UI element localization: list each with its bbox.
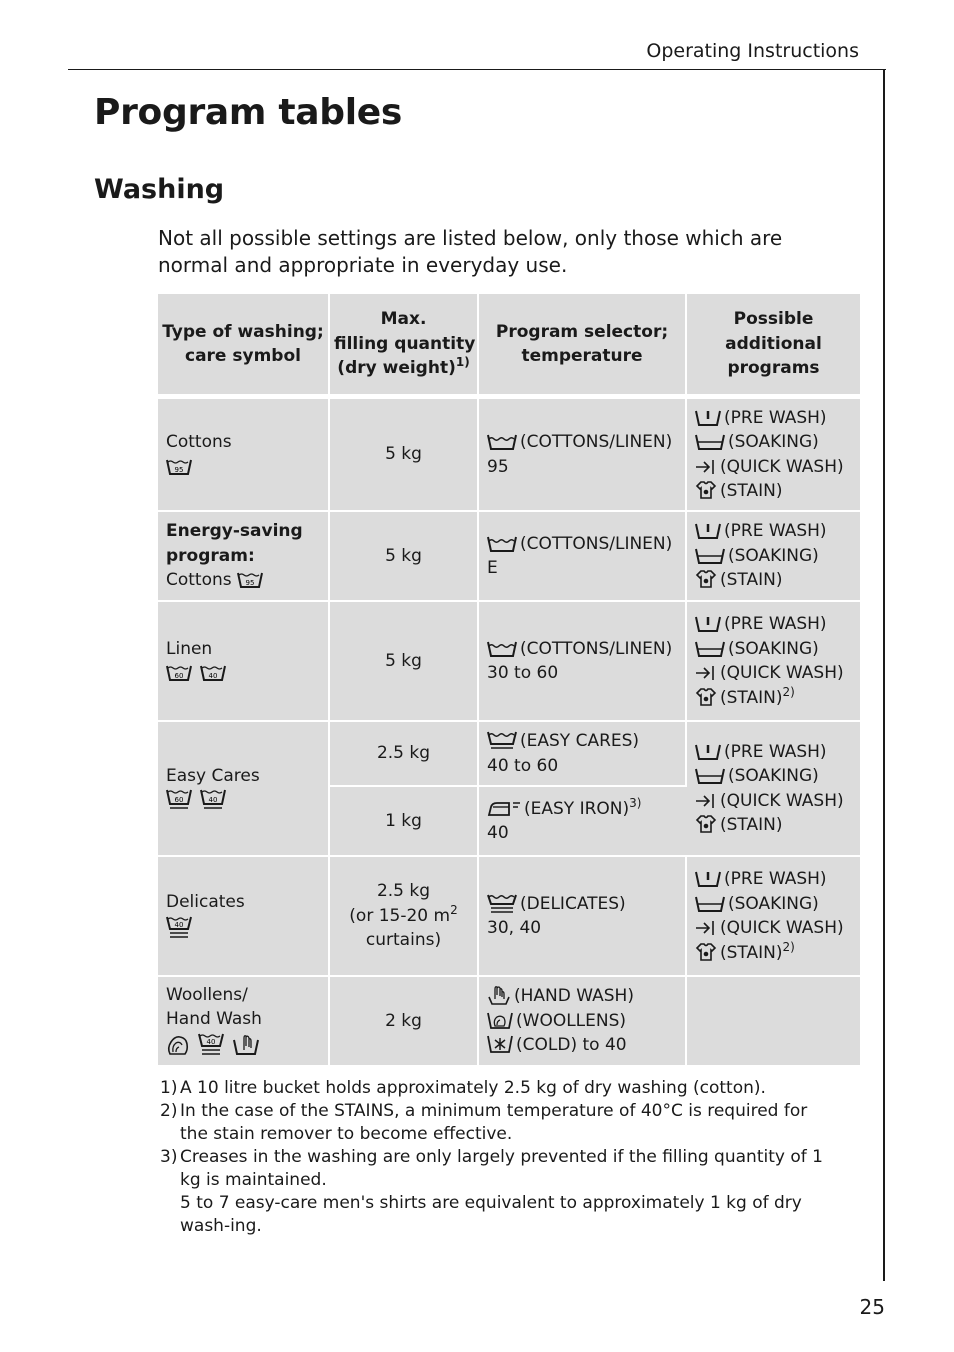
page-number: 25	[859, 1295, 885, 1319]
footnote-text-2: 5 to 7 easy-care men's shirts are equivalent to approximately 1 kg of dry wash-ing.	[180, 1193, 802, 1236]
prewash-icon	[695, 870, 721, 888]
type-label: Delicates	[166, 892, 245, 912]
soaking-icon	[695, 767, 725, 785]
cell-quantity: 2 kg	[330, 977, 479, 1065]
stain-shirt-icon	[695, 942, 717, 962]
svg-text:40: 40	[206, 1037, 216, 1046]
addon-soaking: (SOAKING)	[728, 545, 819, 566]
header-program: Program selector; temperature	[479, 294, 687, 399]
side-divider	[883, 69, 885, 1281]
addon-quickwash: (QUICK WASH)	[720, 918, 844, 938]
intro-text: Not all possible settings are listed below, only those which are normal and appropriate in everyday use.	[158, 226, 783, 277]
footnote-text: Creases in the washing are only largely prevented if the filling quantity of 1 kg is maintained.	[180, 1147, 823, 1190]
program-name: (DELICATES)	[520, 893, 626, 914]
iron-icon	[487, 798, 521, 818]
stain-shirt-icon	[695, 814, 717, 834]
program-name: (COLD) to 40	[516, 1035, 627, 1056]
type-label: Cottons	[166, 570, 232, 591]
type-label-bold: Energy-saving program:	[166, 521, 303, 566]
program-temp: E	[487, 558, 498, 578]
addon-soaking: (SOAKING)	[728, 432, 819, 452]
type-label: Cottons	[166, 432, 232, 452]
section-title: Washing	[94, 174, 225, 205]
stain-shirt-icon	[695, 480, 717, 500]
prewash-icon	[695, 522, 721, 540]
cell-quantity: 2.5 kg	[330, 722, 479, 787]
washtub-double-underline-icon	[487, 893, 517, 913]
cell-additional	[687, 857, 860, 977]
program-temp: 30, 40	[487, 918, 542, 938]
type-label: Easy Cares	[166, 765, 260, 786]
addon-prewash: (PRE WASH)	[724, 614, 827, 634]
svg-text:95: 95	[174, 465, 184, 474]
addon-stain: (STAIN)	[720, 481, 783, 501]
quantity-sup: 2	[450, 902, 458, 917]
addon-quickwash: (QUICK WASH)	[720, 456, 844, 477]
table-row	[158, 722, 860, 787]
header-quantity-l2: filling quantity	[334, 333, 476, 354]
footnote-1	[160, 1077, 840, 1100]
type-label-l1: Woollens/	[166, 984, 248, 1005]
svg-text:60: 60	[174, 672, 184, 680]
footnotes	[160, 1077, 840, 1238]
addon-stain: (STAIN)	[720, 815, 783, 835]
cell-type	[158, 399, 330, 512]
cell-quantity: 5 kg	[330, 512, 479, 602]
program-name: (COTTONS/LINEN)	[520, 533, 673, 554]
header-section-title: Operating Instructions	[646, 40, 859, 62]
svg-text:60: 60	[174, 796, 184, 804]
program-name: (WOOLLENS)	[516, 1010, 627, 1031]
cell-additional	[687, 722, 860, 857]
washtub-icon	[487, 433, 517, 451]
quantity-l2: (or 15-20 m	[349, 905, 451, 926]
footnote-number: 1)	[160, 1078, 178, 1098]
program-table	[158, 294, 860, 1065]
addon-stain: (STAIN)	[720, 687, 783, 708]
program-temp: 40	[487, 823, 509, 843]
woollens-icon	[487, 1010, 513, 1030]
footnote-ref: 2)	[782, 939, 795, 954]
washtub-40-underline-icon	[200, 788, 226, 810]
program-name: (COTTONS/LINEN)	[520, 432, 673, 452]
washtub-40-double-underline-icon	[166, 915, 192, 939]
program-name: (EASY IRON)	[524, 798, 630, 819]
quickwash-icon	[695, 458, 717, 476]
cell-program	[479, 722, 687, 787]
washtub-95-icon	[237, 571, 263, 589]
header-additional: Possible additional programs	[687, 294, 860, 399]
prewash-icon	[695, 615, 721, 633]
footnote-2	[160, 1100, 840, 1146]
wool-icon	[166, 1034, 190, 1056]
stain-shirt-icon	[695, 569, 717, 589]
washtub-icon	[487, 535, 517, 553]
footnote-number: 2)	[160, 1101, 178, 1121]
header-type: Type of washing; care symbol	[158, 294, 330, 399]
cell-type	[158, 602, 330, 722]
handwash-tub-icon	[233, 1034, 259, 1056]
cold-icon	[487, 1034, 513, 1054]
cell-type	[158, 512, 330, 602]
footnote-ref: 2)	[782, 684, 795, 699]
addon-prewash: (PRE WASH)	[724, 869, 827, 889]
cell-additional-empty	[687, 977, 860, 1065]
cell-type	[158, 857, 330, 977]
soaking-icon	[695, 640, 725, 658]
washtub-icon	[487, 640, 517, 658]
addon-prewash: (PRE WASH)	[724, 407, 827, 428]
table-row	[158, 602, 860, 722]
cell-type	[158, 977, 330, 1065]
table-header-row	[158, 294, 860, 399]
addon-stain: (STAIN)	[720, 942, 783, 963]
quantity-l1: 2.5 kg	[376, 881, 431, 902]
footnote-ref: 3)	[629, 795, 642, 810]
footnote-text: A 10 litre bucket holds approximately 2.5 kg of dry washing (cotton).	[180, 1078, 766, 1098]
cell-program	[479, 399, 687, 512]
svg-text:40: 40	[208, 672, 218, 680]
addon-soaking: (SOAKING)	[728, 766, 819, 786]
program-temp: 30 to 60	[487, 663, 559, 683]
svg-text:40: 40	[174, 920, 184, 929]
washtub-95-icon	[166, 458, 192, 476]
quickwash-icon	[695, 919, 717, 937]
cell-quantity: 1 kg	[330, 787, 479, 857]
table-row	[158, 977, 860, 1065]
type-label: Linen	[166, 638, 213, 659]
soaking-icon	[695, 433, 725, 451]
program-temp: 95	[487, 456, 509, 477]
cell-program	[479, 977, 687, 1065]
footnote-ref: 1)	[455, 355, 470, 370]
soaking-icon	[695, 895, 725, 913]
table-row	[158, 399, 860, 512]
page-title: Program tables	[94, 92, 402, 133]
washtub-underline-icon	[487, 730, 517, 750]
table-row	[158, 857, 860, 977]
cell-additional	[687, 512, 860, 602]
washtub-60-underline-icon	[166, 788, 192, 810]
program-name: (EASY CARES)	[520, 731, 640, 751]
cell-quantity: 5 kg	[330, 399, 479, 512]
footnote-3	[160, 1146, 840, 1238]
cell-type	[158, 722, 330, 857]
handwash-icon	[487, 985, 511, 1005]
cell-program	[479, 857, 687, 977]
prewash-icon	[695, 409, 721, 427]
cell-program	[479, 787, 687, 857]
svg-text:40: 40	[208, 796, 218, 804]
cell-additional	[687, 602, 860, 722]
addon-quickwash: (QUICK WASH)	[720, 790, 844, 811]
type-label-l2: Hand Wash	[166, 1009, 262, 1030]
addon-soaking: (SOAKING)	[728, 893, 819, 914]
header-divider	[68, 69, 886, 70]
footnote-number: 3)	[160, 1147, 178, 1167]
quantity-l3: curtains)	[365, 930, 442, 951]
washtub-60-icon	[166, 664, 192, 682]
header-quantity-l3: (dry weight)	[337, 358, 456, 379]
footnote-text: In the case of the STAINS, a minimum temperature of 40°C is required for the stain remover to become effective.	[180, 1101, 808, 1144]
addon-prewash: (PRE WASH)	[724, 521, 827, 542]
cell-quantity: 5 kg	[330, 602, 479, 722]
program-name: (COTTONS/LINEN)	[520, 638, 673, 659]
washtub-40-double-underline-icon	[198, 1032, 224, 1056]
cell-program	[479, 512, 687, 602]
svg-text:95: 95	[245, 579, 255, 588]
table-row	[158, 512, 860, 602]
quickwash-icon	[695, 664, 717, 682]
washtub-40-icon	[200, 664, 226, 682]
soaking-icon	[695, 547, 725, 565]
prewash-icon	[695, 743, 721, 761]
program-temp: 40 to 60	[487, 755, 559, 776]
cell-program	[479, 602, 687, 722]
program-name: (HAND WASH)	[514, 986, 634, 1007]
stain-shirt-icon	[695, 687, 717, 707]
addon-soaking: (SOAKING)	[728, 638, 819, 659]
header-quantity	[330, 294, 479, 399]
addon-stain: (STAIN)	[720, 570, 783, 591]
addon-quickwash: (QUICK WASH)	[720, 663, 844, 683]
addon-prewash: (PRE WASH)	[724, 741, 827, 762]
cell-additional	[687, 399, 860, 512]
quickwash-icon	[695, 792, 717, 810]
cell-quantity	[330, 857, 479, 977]
header-quantity-l1: Max.	[380, 309, 427, 330]
